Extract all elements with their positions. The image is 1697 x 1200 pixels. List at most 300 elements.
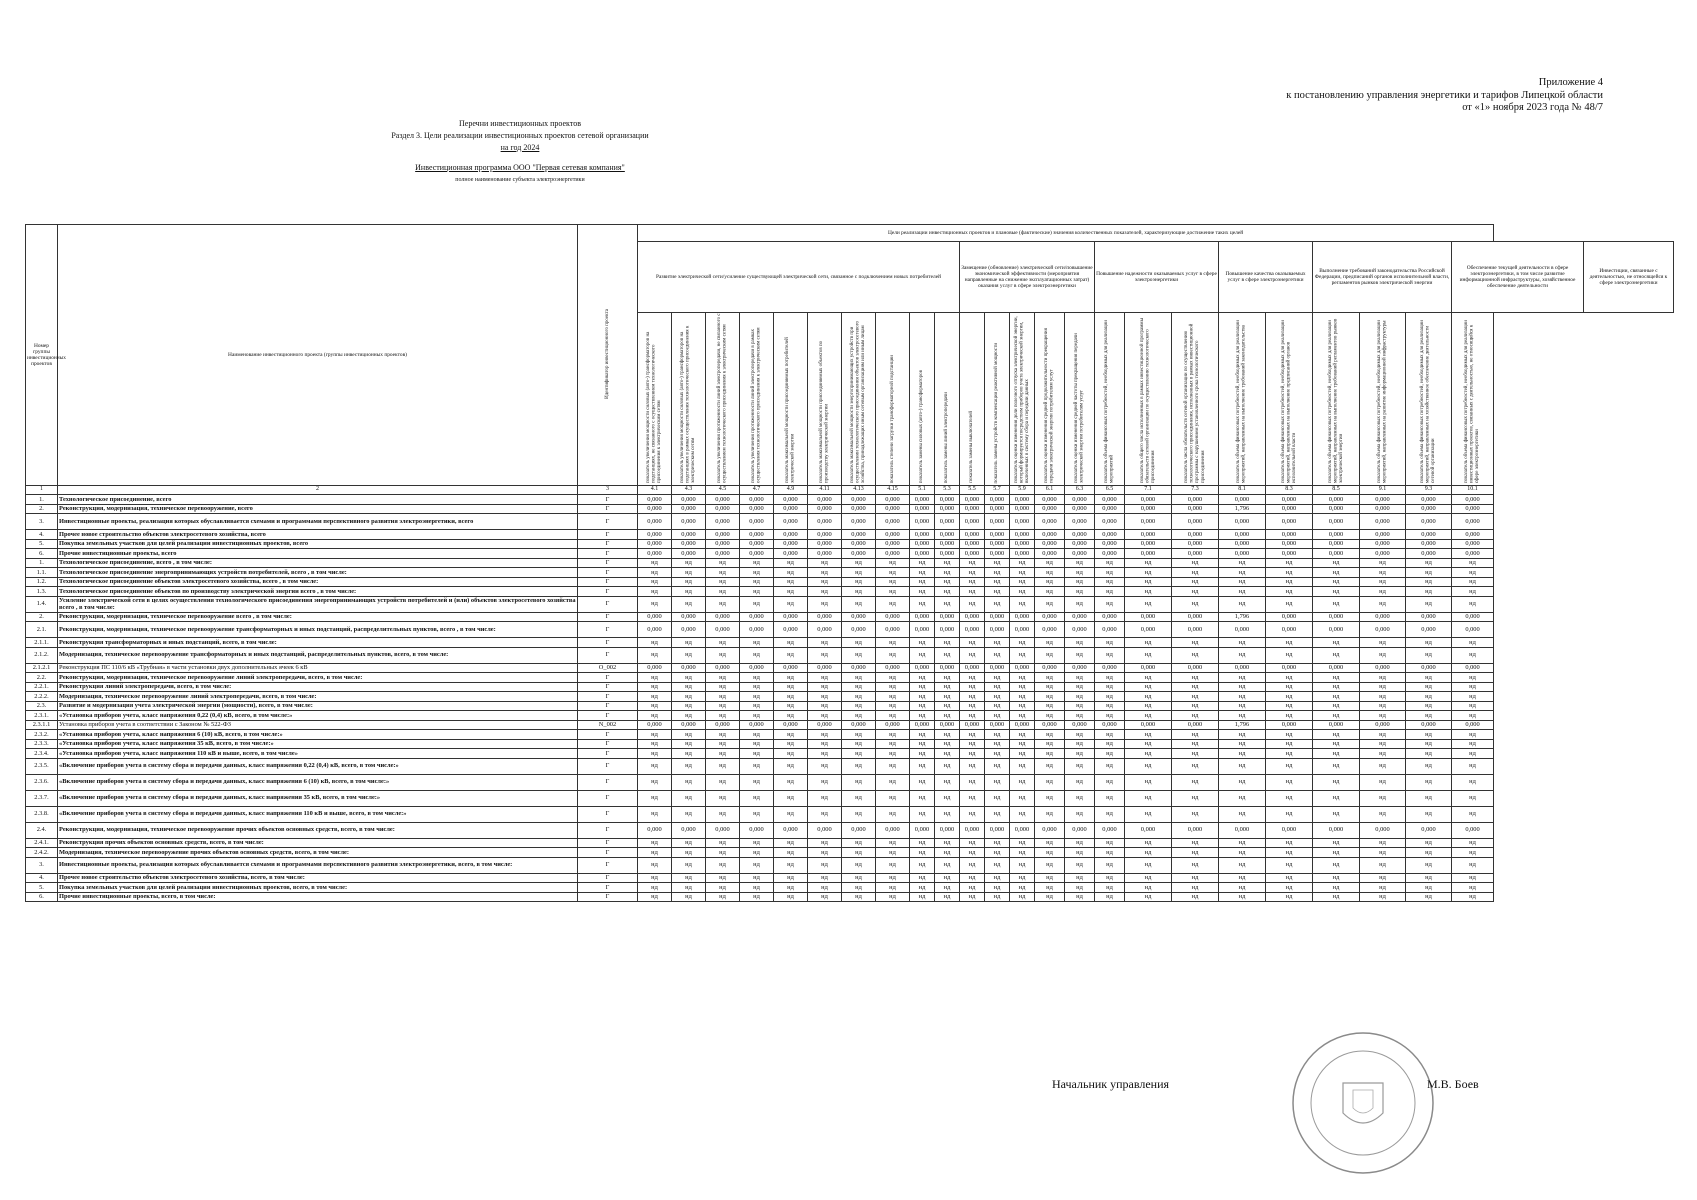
indicator-label: показатель оценки изменения средней продолжительности прекращения передачи электрической энергии потребителям услуг xyxy=(1043,328,1055,483)
indicator-value-cell: нд xyxy=(1219,701,1266,711)
indicator-value-cell: нд xyxy=(1065,647,1095,663)
indicator-value-cell: 0,000 xyxy=(1010,720,1035,730)
indicator-value-cell: нд xyxy=(1065,558,1095,568)
row-project-name: Установка приборов учета в соответствии с Законом № 522-ФЗ xyxy=(58,720,578,730)
indicator-value-cell: нд xyxy=(1452,883,1494,893)
indicator-value-cell: 0,000 xyxy=(740,720,774,730)
indicator-value-cell: нд xyxy=(1219,758,1266,774)
indicator-value-cell: нд xyxy=(910,883,935,893)
table-row xyxy=(26,682,1674,692)
indicator-value-cell: 0,000 xyxy=(842,530,876,540)
indicator-value-cell: нд xyxy=(1095,711,1125,721)
indicator-value-cell: нд xyxy=(672,558,706,568)
indicator-value-cell: нд xyxy=(842,790,876,806)
indicator-value-cell: 0,000 xyxy=(638,495,672,505)
indicator-value-cell: 0,000 xyxy=(1035,539,1065,549)
indicator-value-cell: нд xyxy=(1172,577,1219,587)
indicator-value-cell: нд xyxy=(1125,701,1172,711)
indicator-value-cell: нд xyxy=(1266,848,1313,858)
indicator-value-cell: нд xyxy=(1452,730,1494,740)
indicator-label: показатель замены выключателей xyxy=(969,411,975,483)
heading-title-1: Перечни инвестиционных проектов xyxy=(458,119,581,128)
indicator-value-cell: нд xyxy=(1219,711,1266,721)
column-index-cell: 7.3 xyxy=(1172,486,1219,495)
indicator-value-cell: 0,000 xyxy=(808,612,842,622)
indicator-value-cell: нд xyxy=(1266,701,1313,711)
indicator-value-cell: 0,000 xyxy=(774,514,808,530)
indicator-value-cell: 0,000 xyxy=(1172,612,1219,622)
indicator-value-cell: нд xyxy=(1172,568,1219,578)
indicator-value-cell: нд xyxy=(706,790,740,806)
indicator-value-cell: 0,000 xyxy=(1406,663,1452,673)
indicator-value-cell: нд xyxy=(740,701,774,711)
indicator-value-cell: нд xyxy=(1010,873,1035,883)
indicator-value-cell: 0,000 xyxy=(706,530,740,540)
indicator-value-cell: 0,000 xyxy=(1313,514,1360,530)
indicator-value-cell: 0,000 xyxy=(876,720,910,730)
indicator-value-cell: 0,000 xyxy=(910,549,935,559)
indicator-value-cell: нд xyxy=(1065,673,1095,683)
indicator-value-cell: нд xyxy=(960,711,985,721)
indicator-value-cell: нд xyxy=(985,558,1010,568)
indicator-value-cell: 0,000 xyxy=(1313,504,1360,514)
row-number: 4. xyxy=(26,530,58,540)
indicator-value-cell: нд xyxy=(706,873,740,883)
indicator-value-cell: нд xyxy=(1065,749,1095,759)
indicator-value-cell: 0,000 xyxy=(960,622,985,638)
indicator-value-cell: нд xyxy=(1313,587,1360,597)
indicator-value-cell: нд xyxy=(1219,857,1266,873)
indicator-value-cell: нд xyxy=(1313,711,1360,721)
indicator-value-cell: нд xyxy=(1035,638,1065,648)
row-number: 2.3.1. xyxy=(26,711,58,721)
indicator-value-cell: нд xyxy=(706,558,740,568)
indicator-value-cell: 0,000 xyxy=(808,549,842,559)
indicator-value-cell: 0,000 xyxy=(960,612,985,622)
table-row xyxy=(26,638,1674,648)
indicator-value-cell: 0,000 xyxy=(985,504,1010,514)
indicator-value-cell: нд xyxy=(876,892,910,902)
indicator-value-cell: нд xyxy=(985,587,1010,597)
indicator-value-cell: нд xyxy=(1125,883,1172,893)
indicator-value-cell: нд xyxy=(1452,638,1494,648)
row-number: 2. xyxy=(26,612,58,622)
indicator-value-cell: нд xyxy=(876,730,910,740)
indicator-value-cell: нд xyxy=(672,892,706,902)
indicator-value-cell: нд xyxy=(1406,711,1452,721)
row-project-id: Г xyxy=(578,504,638,514)
indicator-value-cell: нд xyxy=(1313,647,1360,663)
indicator-value-cell: нд xyxy=(1095,892,1125,902)
indicator-value-cell: нд xyxy=(1219,749,1266,759)
indicator-value-cell: нд xyxy=(1406,806,1452,822)
row-project-id: Г xyxy=(578,774,638,790)
indicator-value-cell: нд xyxy=(808,730,842,740)
indicator-value-cell: нд xyxy=(1266,647,1313,663)
indicator-value-cell: 0,000 xyxy=(1065,720,1095,730)
indicator-value-cell: 0,000 xyxy=(1313,495,1360,505)
row-number: 2.4.1. xyxy=(26,838,58,848)
row-number: 1. xyxy=(26,495,58,505)
table-row xyxy=(26,647,1674,663)
indicator-value-cell: 0,000 xyxy=(774,612,808,622)
indicator-value-cell: 0,000 xyxy=(1035,822,1065,838)
indicator-value-cell: нд xyxy=(985,848,1010,858)
indicator-value-cell: нд xyxy=(1219,848,1266,858)
indicator-value-cell: нд xyxy=(740,647,774,663)
indicator-value-cell: нд xyxy=(1452,577,1494,587)
indicator-value-cell: 0,000 xyxy=(1406,539,1452,549)
indicator-value-cell: нд xyxy=(1172,647,1219,663)
indicator-value-cell: 0,000 xyxy=(1452,539,1494,549)
indicator-value-cell: 0,000 xyxy=(740,822,774,838)
indicator-value-cell: нд xyxy=(910,790,935,806)
indicator-value-cell: нд xyxy=(1065,892,1095,902)
indicator-header xyxy=(1313,313,1360,486)
indicator-value-cell: нд xyxy=(1172,638,1219,648)
indicator-value-cell: 0,000 xyxy=(1360,539,1406,549)
indicator-value-cell: нд xyxy=(1360,838,1406,848)
indicator-value-cell: 0,000 xyxy=(1266,549,1313,559)
indicator-value-cell: нд xyxy=(842,638,876,648)
indicator-value-cell: нд xyxy=(740,638,774,648)
indicator-value-cell: нд xyxy=(960,749,985,759)
indicator-value-cell: 0,000 xyxy=(935,514,960,530)
indicator-value-cell: нд xyxy=(1313,730,1360,740)
indicator-value-cell: 0,000 xyxy=(1065,612,1095,622)
indicator-value-cell: нд xyxy=(1219,873,1266,883)
indicator-value-cell: нд xyxy=(1266,577,1313,587)
indicator-value-cell: 0,000 xyxy=(935,612,960,622)
col-id-header-text: Идентификатор инвестиционного проекта xyxy=(604,309,610,399)
indicator-value-cell: нд xyxy=(910,692,935,702)
indicator-value-cell: нд xyxy=(985,892,1010,902)
indicator-value-cell: 0,000 xyxy=(1065,514,1095,530)
column-index-cell: 4.7 xyxy=(740,486,774,495)
indicator-value-cell: нд xyxy=(740,749,774,759)
indicator-value-cell: 0,000 xyxy=(638,622,672,638)
row-project-name: «Установка приборов учета, класс напряжения 6 (10) кВ, всего, в том числе:» xyxy=(58,730,578,740)
indicator-value-cell: нд xyxy=(1313,596,1360,612)
indicator-value-cell: нд xyxy=(910,558,935,568)
indicator-value-cell: нд xyxy=(1313,692,1360,702)
indicator-value-cell: нд xyxy=(740,558,774,568)
indicator-value-cell: нд xyxy=(876,673,910,683)
appendix-line-3: от «1» ноября 2023 года № 48/7 xyxy=(1462,102,1603,113)
table-row xyxy=(26,558,1674,568)
indicator-value-cell: нд xyxy=(808,673,842,683)
indicator-value-cell: нд xyxy=(1010,577,1035,587)
indicator-label: показатель объема финансовых потребностей, необходимых для реализации мероприятий, направленных на выполнение требований законодательства xyxy=(1236,320,1247,483)
indicator-value-cell: нд xyxy=(1360,739,1406,749)
column-index-cell: 5.1 xyxy=(910,486,935,495)
indicator-value-cell: 0,000 xyxy=(706,539,740,549)
indicator-value-cell: 0,000 xyxy=(1360,514,1406,530)
indicator-value-cell: 0,000 xyxy=(1360,822,1406,838)
row-number: 2.4.2. xyxy=(26,848,58,858)
indicator-label: показатель объема финансовых потребностей, необходимых для реализации мероприятий, направленных на выполнение предписаний органов исполнительной власти xyxy=(1280,320,1297,483)
column-index-cell: 7.1 xyxy=(1125,486,1172,495)
indicator-value-cell: 0,000 xyxy=(842,822,876,838)
indicator-value-cell: 0,000 xyxy=(1219,514,1266,530)
indicator-value-cell: 0,000 xyxy=(638,612,672,622)
indicator-value-cell: нд xyxy=(910,873,935,883)
indicator-value-cell: 0,000 xyxy=(1406,720,1452,730)
indicator-header xyxy=(1360,313,1406,486)
indicator-value-cell: 0,000 xyxy=(1095,720,1125,730)
indicator-value-cell: нд xyxy=(1010,883,1035,893)
indicator-value-cell: нд xyxy=(1452,774,1494,790)
row-project-name: Реконструкция, модернизация, техническое перевооружение прочих объектов основных средств, всего, в том числе: xyxy=(58,822,578,838)
indicator-value-cell: нд xyxy=(1406,758,1452,774)
indicator-value-cell: нд xyxy=(1095,806,1125,822)
indicator-value-cell: нд xyxy=(1095,587,1125,597)
indicator-value-cell: нд xyxy=(1035,673,1065,683)
column-index-cell: 6.3 xyxy=(1065,486,1095,495)
indicator-value-cell: нд xyxy=(808,790,842,806)
indicator-value-cell: нд xyxy=(1452,711,1494,721)
table-row xyxy=(26,873,1674,883)
indicator-value-cell: нд xyxy=(935,682,960,692)
indicator-value-cell: нд xyxy=(1125,692,1172,702)
indicator-value-cell: нд xyxy=(1360,673,1406,683)
indicator-value-cell: нд xyxy=(935,883,960,893)
indicator-value-cell: нд xyxy=(1313,790,1360,806)
indicator-value-cell: нд xyxy=(1360,790,1406,806)
indicator-value-cell: нд xyxy=(985,806,1010,822)
row-project-id: Г xyxy=(578,711,638,721)
indicator-value-cell: нд xyxy=(672,883,706,893)
row-number: 1.1. xyxy=(26,568,58,578)
heading-year: на год 2024 xyxy=(500,143,540,152)
indicator-value-cell: нд xyxy=(1313,848,1360,858)
indicator-value-cell: 0,000 xyxy=(1095,622,1125,638)
indicator-value-cell: 0,000 xyxy=(1095,663,1125,673)
indicator-value-cell: 0,000 xyxy=(1452,663,1494,673)
indicator-value-cell: нд xyxy=(910,838,935,848)
row-number: 2.4. xyxy=(26,822,58,838)
indicator-value-cell: нд xyxy=(672,873,706,883)
indicator-value-cell: 0,000 xyxy=(1172,822,1219,838)
row-project-id: Г xyxy=(578,612,638,622)
indicator-header xyxy=(638,313,672,486)
indicator-value-cell: нд xyxy=(1010,558,1035,568)
indicator-value-cell: нд xyxy=(1095,577,1125,587)
indicator-value-cell: нд xyxy=(1065,739,1095,749)
row-project-id: Г xyxy=(578,514,638,530)
indicator-label: показатель объема финансовых потребностей, необходимых для реализации мероприятий, направленных на выполнение требований регламентов рынков электрической энергии xyxy=(1327,318,1344,483)
indicator-value-cell: нд xyxy=(910,730,935,740)
row-project-id: Г xyxy=(578,739,638,749)
indicator-value-cell: нд xyxy=(1406,848,1452,858)
indicator-value-cell: 0,000 xyxy=(808,663,842,673)
indicator-value-cell: 1,796 xyxy=(1219,504,1266,514)
indicator-value-cell: нд xyxy=(1065,790,1095,806)
indicator-header xyxy=(1406,313,1452,486)
indicator-value-cell: 0,000 xyxy=(638,549,672,559)
indicator-value-cell: нд xyxy=(1452,682,1494,692)
indicator-value-cell: нд xyxy=(1172,873,1219,883)
indicator-value-cell: нд xyxy=(935,701,960,711)
indicator-value-cell: 0,000 xyxy=(1313,530,1360,540)
indicator-value-cell: нд xyxy=(1095,838,1125,848)
indicator-value-cell: 0,000 xyxy=(910,622,935,638)
indicator-value-cell: 0,000 xyxy=(842,622,876,638)
indicator-value-cell: нд xyxy=(1313,838,1360,848)
indicator-value-cell: нд xyxy=(1219,730,1266,740)
column-index-cell: 4.5 xyxy=(706,486,740,495)
indicator-value-cell: нд xyxy=(740,848,774,858)
indicator-value-cell: 0,000 xyxy=(1266,822,1313,838)
indicator-value-cell: нд xyxy=(1360,577,1406,587)
indicator-value-cell: нд xyxy=(706,692,740,702)
indicator-value-cell: 0,000 xyxy=(985,549,1010,559)
indicator-value-cell: нд xyxy=(1172,774,1219,790)
indicator-value-cell: нд xyxy=(740,587,774,597)
row-project-id: Г xyxy=(578,730,638,740)
indicator-value-cell: нд xyxy=(960,638,985,648)
indicator-header xyxy=(876,313,910,486)
indicator-value-cell: нд xyxy=(960,857,985,873)
indicator-label: показатель замены линий электропередачи xyxy=(944,391,950,483)
indicator-value-cell: нд xyxy=(910,806,935,822)
indicator-value-cell: 0,000 xyxy=(1360,663,1406,673)
indicator-value-cell: нд xyxy=(985,730,1010,740)
indicator-value-cell: нд xyxy=(1172,838,1219,848)
indicator-value-cell: нд xyxy=(638,806,672,822)
indicator-value-cell: нд xyxy=(876,596,910,612)
indicator-value-cell: нд xyxy=(672,701,706,711)
indicator-value-cell: нд xyxy=(740,838,774,848)
indicator-value-cell: нд xyxy=(985,758,1010,774)
indicator-value-cell: 0,000 xyxy=(672,822,706,838)
indicator-value-cell: 0,000 xyxy=(935,530,960,540)
indicator-value-cell: 0,000 xyxy=(1172,663,1219,673)
indicator-value-cell: 0,000 xyxy=(935,539,960,549)
indicator-value-cell: нд xyxy=(1452,701,1494,711)
indicator-value-cell: нд xyxy=(774,857,808,873)
indicator-value-cell: нд xyxy=(638,568,672,578)
indicator-value-cell: нд xyxy=(960,587,985,597)
indicator-value-cell: 0,000 xyxy=(1313,549,1360,559)
table-row xyxy=(26,711,1674,721)
indicator-value-cell: нд xyxy=(1219,892,1266,902)
indicator-value-cell: 0,000 xyxy=(740,530,774,540)
indicator-header xyxy=(1065,313,1095,486)
indicator-value-cell: нд xyxy=(842,838,876,848)
indicator-value-cell: 0,000 xyxy=(1266,663,1313,673)
indicator-value-cell: нд xyxy=(1010,692,1035,702)
indicator-value-cell: нд xyxy=(740,857,774,873)
indicator-value-cell: 0,000 xyxy=(740,663,774,673)
indicator-value-cell: 0,000 xyxy=(1406,622,1452,638)
indicator-value-cell: нд xyxy=(1065,806,1095,822)
indicator-value-cell: нд xyxy=(1035,711,1065,721)
table-row xyxy=(26,692,1674,702)
indicator-value-cell: нд xyxy=(1095,857,1125,873)
indicator-header xyxy=(935,313,960,486)
indicator-value-cell: 0,000 xyxy=(672,504,706,514)
indicator-value-cell: нд xyxy=(672,758,706,774)
row-project-name: Реконструкция линий электропередачи, всего, в том числе: xyxy=(58,682,578,692)
indicator-value-cell: нд xyxy=(876,558,910,568)
indicator-value-cell: нд xyxy=(1172,558,1219,568)
indicator-label: показатель оценки изменения средней частоты прекращения передачи электрической энергии потребителям услуг xyxy=(1073,333,1085,483)
indicator-value-cell: нд xyxy=(1266,682,1313,692)
indicator-value-cell: 0,000 xyxy=(1125,663,1172,673)
table-row xyxy=(26,612,1674,622)
indicator-value-cell: нд xyxy=(774,638,808,648)
indicator-value-cell: нд xyxy=(1125,730,1172,740)
indicator-value-cell: 0,000 xyxy=(1125,549,1172,559)
table-row xyxy=(26,530,1674,540)
indicator-value-cell: нд xyxy=(672,806,706,822)
indicator-label: показатель максимальной мощности присоединяемых объектов по производству электрической энергии xyxy=(818,340,830,483)
indicator-value-cell: нд xyxy=(1035,596,1065,612)
indicator-value-cell: нд xyxy=(1452,892,1494,902)
indicator-value-cell: нд xyxy=(1125,587,1172,597)
indicator-value-cell: нд xyxy=(1266,883,1313,893)
appendix-line-2: к постановлению управления энергетики и тарифов Липецкой области xyxy=(1286,89,1603,101)
indicator-value-cell: нд xyxy=(706,758,740,774)
indicator-value-cell: 0,000 xyxy=(876,495,910,505)
indicator-value-cell: нд xyxy=(1360,682,1406,692)
row-project-id: Г xyxy=(578,806,638,822)
indicator-value-cell: 0,000 xyxy=(1452,549,1494,559)
indicator-value-cell: нд xyxy=(740,730,774,740)
indicator-value-cell: 0,000 xyxy=(774,822,808,838)
indicator-value-cell: 0,000 xyxy=(1010,549,1035,559)
indicator-value-cell: нд xyxy=(1406,774,1452,790)
indicator-value-cell: нд xyxy=(1065,730,1095,740)
indicator-value-cell: 0,000 xyxy=(808,530,842,540)
indicator-value-cell: 0,000 xyxy=(1360,612,1406,622)
indicator-value-cell: нд xyxy=(706,838,740,848)
indicator-value-cell: нд xyxy=(1010,758,1035,774)
indicator-value-cell: нд xyxy=(1452,857,1494,873)
indicator-value-cell: нд xyxy=(960,730,985,740)
indicator-value-cell: нд xyxy=(740,883,774,893)
indicator-value-cell: нд xyxy=(1452,647,1494,663)
indicator-value-cell: нд xyxy=(1266,711,1313,721)
row-project-name: Покупка земельных участков для целей реализации инвестиционных проектов, всего, в том числе: xyxy=(58,883,578,893)
indicator-value-cell: 0,000 xyxy=(1360,549,1406,559)
indicator-value-cell: 1,796 xyxy=(1219,720,1266,730)
indicator-value-cell: нд xyxy=(935,711,960,721)
indicator-value-cell: нд xyxy=(842,883,876,893)
indicator-value-cell: 0,000 xyxy=(774,720,808,730)
indicator-value-cell: нд xyxy=(1095,883,1125,893)
indicator-value-cell: нд xyxy=(842,682,876,692)
indicator-value-cell: нд xyxy=(774,892,808,902)
indicator-value-cell: 0,000 xyxy=(1010,504,1035,514)
row-number: 1.3. xyxy=(26,587,58,597)
column-index-cell: 5.5 xyxy=(960,486,985,495)
indicator-value-cell: нд xyxy=(1010,647,1035,663)
indicator-header xyxy=(1172,313,1219,486)
indicator-value-cell: нд xyxy=(638,749,672,759)
row-project-id: Г xyxy=(578,873,638,883)
row-project-id: Г xyxy=(578,838,638,848)
goal-group-header: Замещение (обновление) электрической сети/повышение экономической эффективности (мероприятия направленные на снижение эксплуатационных затрат) оказания услуг в сфере электроэнергетики xyxy=(960,242,1095,313)
indicator-value-cell: нд xyxy=(1360,587,1406,597)
indicator-value-cell: 0,000 xyxy=(960,663,985,673)
column-index-cell: 2 xyxy=(58,486,578,495)
row-project-name: Технологическое присоединение объектов электросетевого хозяйства, всего , в том числе: xyxy=(58,577,578,587)
row-project-id: Г xyxy=(578,790,638,806)
row-number: 2.3.2. xyxy=(26,730,58,740)
indicator-header xyxy=(985,313,1010,486)
